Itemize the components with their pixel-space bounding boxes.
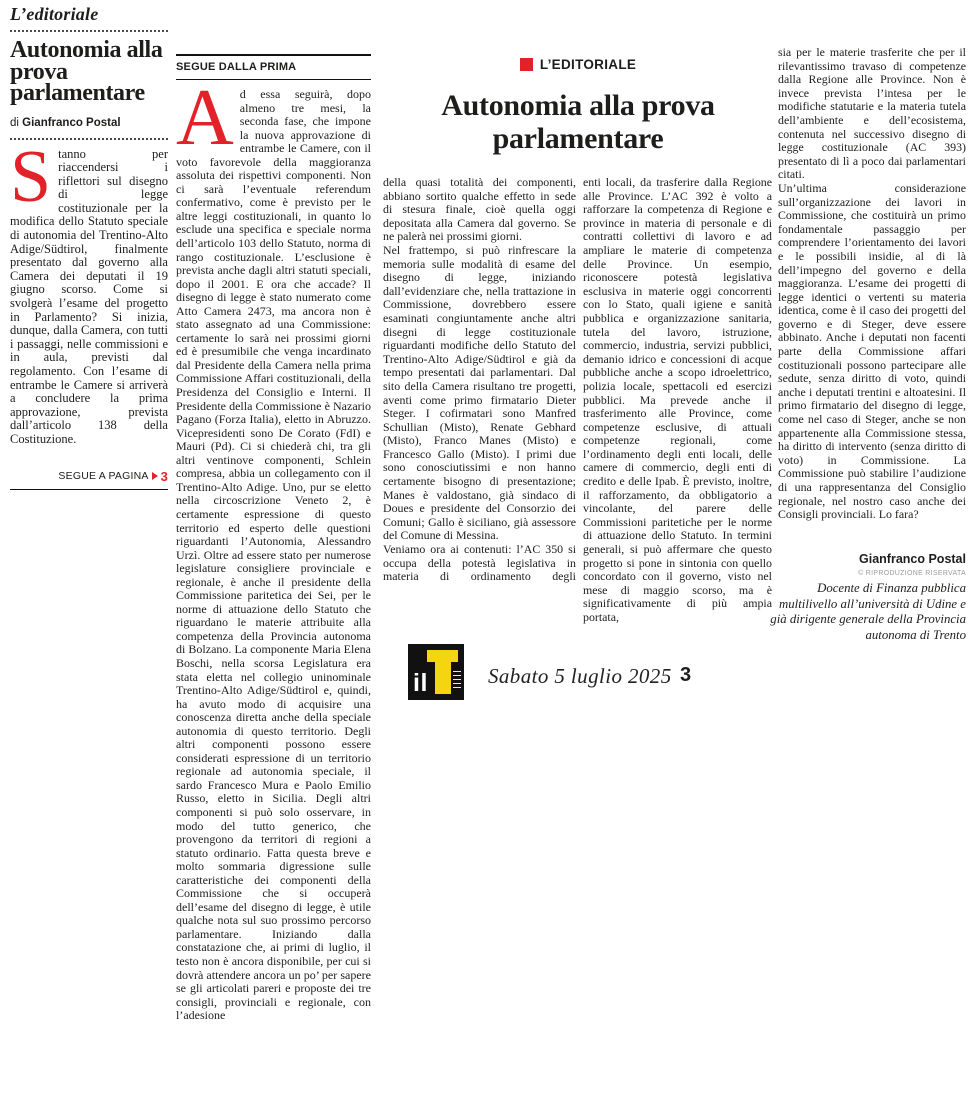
logo-t-stem [435, 650, 451, 694]
teaser-text: tanno per riaccendersi i riflettori sul disegno di legge costituzionale per la modifica dello Statuto speciale di autonomia del Trentino-Alto Adige/Südtirol, finalmente presentato dal governo alla Camera dei deputati il 19 giugno scorso. Come si svolgerà l’esame del progetto in Parlamento? Si inizia, dunque, dalla Camera, con tutti i passaggi, nelle commissioni e in aula, previsti dal regolamento. Con l’esame di entrambe le Camere si arriverà a concludere la prima approvazione, prevista dall’articolo 138 della Costituzione. [10, 147, 168, 446]
continues-line [10, 469, 168, 484]
editorial-column-3 [778, 46, 966, 552]
red-square-icon [520, 58, 533, 71]
paragraph: Un’ultima considerazione sull’organizzazione dei lavori in Commissione, che costituirà un primo fondamentale passaggio per comprendere l’orientamento dei lavori e le possibili insidie, al di là dell’impegno del governo e della maggioranza. L’esame dei progetti di legge identici o vertenti su materia identica, come è il caso dei progetti del governo e di Steger, deve essere abbinato. Anche i deputati non facenti parte della Commissione affari costituzionali possono partecipare alle sedute, senza diritto di voto, quindi anche i deputati trentini e altoatesini. Il primo firmatario del disegno di legge, come nel caso di Steger, anche se non appartenente alla Commissione stessa, ha diritto di intervento (senza diritto di voto) in Commissione. La Commissione può stabilire l’audizione di una rappresentanza del Consiglio regionale, nel nostro caso anche dei Consigli provinciali. Lo fara? [778, 180, 966, 522]
editorial-header [383, 57, 773, 155]
teaser-body [10, 148, 168, 463]
byline-author: Gianfranco Postal [22, 116, 121, 129]
dateline: Sabato 5 luglio 2025 [488, 664, 672, 688]
paragraph: Nel frattempo, si può rinfrescare la memoria sulle modalità di esame del disegno di legge, iniziando dall’evidenziare che, nella trattazione in Commissione, dovrebbero essere esaminati congiuntamente anche altri disegni di legge costituzionale riguardanti modifiche dello Statuto del Trentino-Alto Adige/Südtirol e già da tempo presentati dai parlamentari. Dal sito della Camera risultano tre progetti, aventi come primo firmatario Dieter Steger. I cofirmatari sono Manfred Schullian (Misto), Renate Gebhard (Misto), Franco Manes (Misto) e Francesco Gallo (Misto). I primi due sono conosciutissimi e non hanno certamente bisogno di presentazione; Manes è valdostano, già sindaco di Doues e presidente del Consorzio dei Comuni; Gallo è siciliano, già assessore del Comune di Messina. [383, 242, 576, 543]
teaser-headline: Autonomia alla prova parlamentare [10, 37, 163, 106]
editorial-headline: Autonomia alla prova parlamentare [441, 89, 715, 155]
logo-tagline [453, 671, 461, 690]
editorial-column-2 [583, 176, 772, 626]
jump-text: d essa seguirà, dopo almeno tre mesi, la seconda fase, che impone la nuova approvazione di entrambe le Camere, con il voto favorevole della maggioranza assoluta dei rispettivi componenti. Non ci sarà l’eventuale referendum confermativo, come è previsto per le altre leggi costituzionali, in quanto lo esclude una specifica e speciale norma dell’articolo 103 dello Statuto, norma di rango costituzionale. L’esclusione è prevista anche dagli altri statuti speciali, dopo il 2001. E ora che accade? Il disegno di legge è stato numerato come Atto Camera 2473, ma ancora non è stato assegnato ad una Commissione: certamente lo sarà nei prossimi giorni ed è presumibile che venga incardinato dal Presidente della Camera nella prima Commissione Affari costituzionali, della Presidenza del Consiglio e Interni. Il Presidente della Commissione è Nazario Pagano (Forza Italia), eletto in Abruzzo. Vicepresidenti sono De Corato (FdI) e Mauri (Pd). Ci si chiederà chi, tra gli altri ventinove componenti, Schlein compresa, abbia un collegamento con il Trentino-Alto Adige. Uno, pur se eletto nella circoscrizione Veneto 2, è certamente espressione di questo territorio ed esperto delle questioni riguardanti l’Autonomia, Alessandro Urzì. Oltre ad essere stato per numerose legislature consigliere provinciale e regionale, è anche il presidente della Commissione paritetica dei Sei, per le norme di attuazione dello Statuto che riguardano le materie attribuite alla competenza della Provincia autonoma di Bolzano. La componente Maria Elena Boschi, nella scorsa Legislatura era stata eletta nel collegio uninominale Trentino-Alto Adige/Südtirol e, quindi, ha avuto modo di acquisire una conoscenza diretta anche della speciale autonomia di questo territorio. Degli altri componenti possono essere considerati espressione di un territorio regionale ad autonomia speciale, il sardo Francesco Mura e Paolo Emilio Russo, eletto in Sicilia. Degli altri componenti si può solo osservare, in modo del tutto generico, che provengono da territori di regioni a statuto ordinario. Fatta questa breve e molto sommaria digressione sulle caratteristiche dei componenti della Commissione che si occuperà dell’esame del disegno di legge, è utile qualche nota sul suo prossimo percorso parlamentare. Iniziando dalla constatazione che, ai primi di luglio, il testo non è ancora disponibile, per cui si dovrà attendere ancora un po’ per sapere se gli articolati pareri e proposte dei tre consigli, provinciali e regionale, con l’adesione [176, 88, 371, 1023]
front-teaser-column [10, 2, 168, 490]
continues-page-number: 3 [160, 468, 168, 484]
page-number: 3 [680, 664, 692, 686]
jump-column [176, 54, 371, 1100]
dotted-divider [10, 138, 168, 140]
jump-section-label: SEGUE DALLA PRIMA [176, 54, 371, 80]
editorial-section-label [383, 57, 773, 72]
teaser-dropcap: S [10, 147, 52, 218]
paragraph: enti locali, da trasferire dalla Regione alle Province. L’AC 392 è volto a rafforzare la competenza di Regione e province in materia di personale e di contratti collettivi di lavoro e ad ampliare le materie di competenza delle Province. Un esempio, riconoscere potestà legislativa esclusiva in materie oggi concorrenti con lo Stato, quali igiene e sanità pubblica e organizzazione sanitaria, tutela del lavoro, istruzione, commercio, industria, servizi pubblici, demanio idrico e concessioni di acque pubbliche anche a scopo idroelettrico, polizia locale, spettacoli ed esercizi pubblici. Ma prevede anche il trasferimento alle Province, come competenze esclusive, di attuali competenze regionali, come l’ordinamento degli enti locali, delle camere di commercio, degli enti di credito e delle Ipab. È previsto, inoltre, il rafforzamento, da obbligatorio a vincolante, del parere delle Commissioni paritetiche per le norme di attuazione dello Statuto. In termini generali, si può affermare che questo progetto si pone in sintonia con quello concordato con il governo, visto nel mese di maggio scorso, ma è significativamente di più ampia portata, [583, 176, 772, 624]
copyright-notice: © RIPRODUZIONE RISERVATA [858, 570, 966, 577]
paragraph: sia per le materie trasferite che per il rilevantissimo travaso di competenze dalla Regione alle Province. Non è invece prevista l’intesa per le modifiche statutarie e la materia tutela dell’ambiente e dell’ecosistema, contenuta nel successivo disegno di legge costituzionale (AC 393) presentato di lì a poco dai parlamentari citati. [778, 46, 966, 182]
continues-arrow-icon [152, 472, 158, 480]
paragraph: della quasi totalità dei componenti, abbiano sortito qualche effetto in sede di stesura finale, cioè quella oggi depositata alla Camera dal governo. Se ne palerà nei prossimi giorni. [383, 176, 576, 244]
editorial-column-1 [383, 176, 576, 626]
author-bio: Docente di Finanza pubblica multilivello all’università di Udine e già dirigente generale della Provincia autonoma di Trento [770, 581, 966, 642]
column-end-rule [10, 489, 168, 490]
jump-body [176, 88, 371, 1100]
paragraph: Veniamo ora ai contenuti: l’AC 350 si occupa della potestà legislativa in materia di ordinamento degli [383, 542, 576, 584]
logo-il-text: il [413, 669, 428, 697]
teaser-kicker: L’editoriale [10, 4, 99, 24]
jump-dropcap: A [176, 88, 234, 162]
continues-label: SEGUE A PAGINA [58, 470, 149, 482]
teaser-byline [10, 117, 168, 134]
author-signature: Gianfranco Postal [859, 552, 966, 566]
newspaper-logo [408, 644, 464, 700]
byline-prefix: di [10, 116, 19, 129]
dotted-divider [10, 30, 168, 32]
editorial-label-text: L’EDITORIALE [539, 57, 637, 72]
